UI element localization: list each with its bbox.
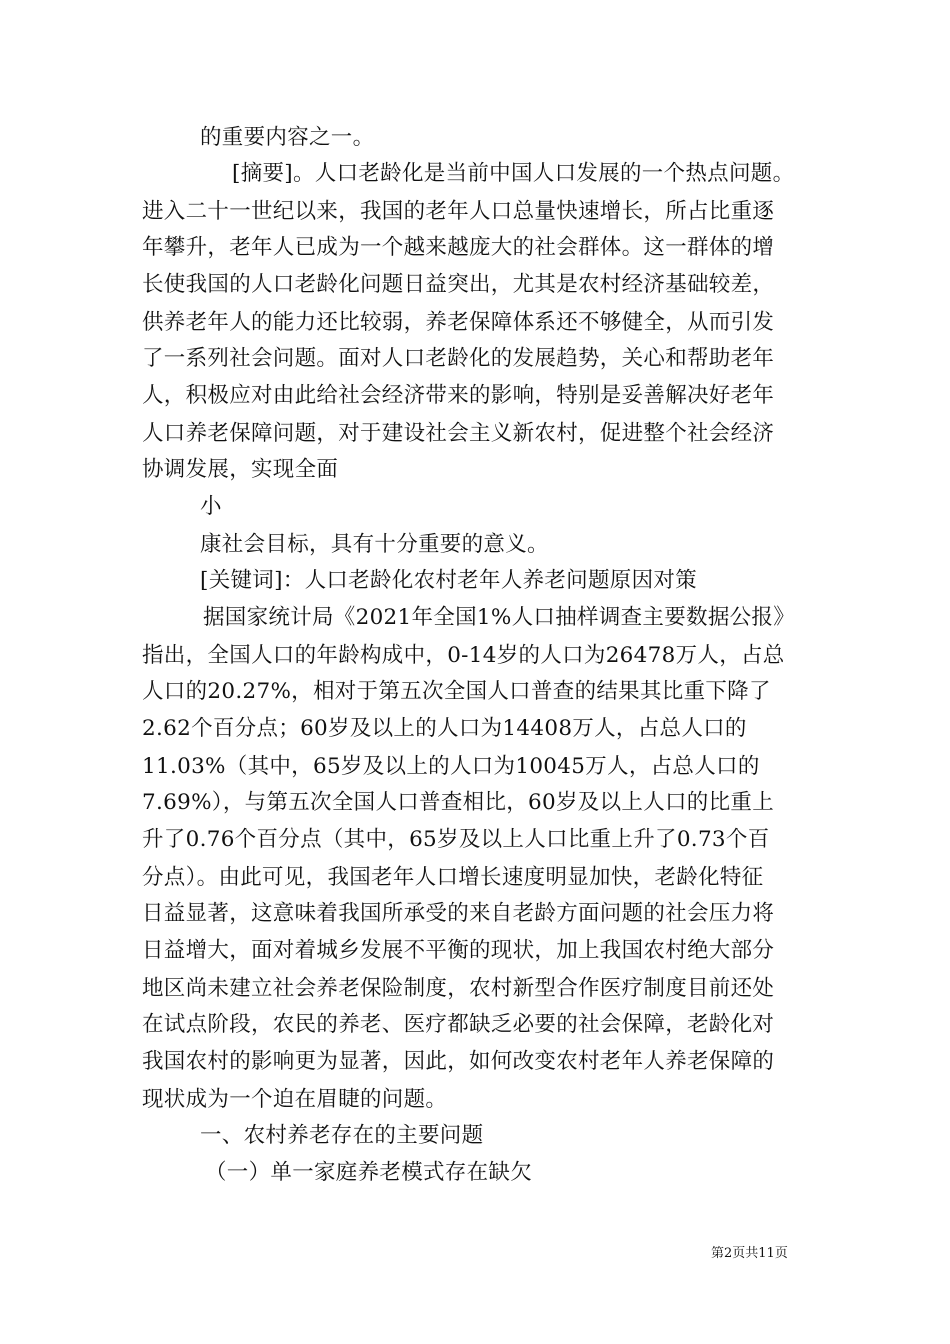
paragraph-line-16: 人口的20.27%，相对于第五次全国人口普查的结果其比重下降了 [142, 679, 771, 704]
paragraph-line-18: 11.03%（其中，65岁及以上的人口为10045万人，占总人口的 [142, 754, 760, 779]
paragraph-line-21: 分点）。由此可见，我国老年人口增长速度明显加快，老龄化特征 [142, 865, 764, 890]
page-number: 第2页共11页 [711, 1246, 788, 1261]
paragraph-line-4: 年攀升，老年人已成为一个越来越庞大的社会群体。这一群体的增 [142, 235, 775, 260]
paragraph-line-20: 升了0.76个百分点（其中，65岁及以上人口比重上升了0.73个百 [142, 827, 770, 852]
paragraph-line-11: 小 [200, 494, 222, 519]
paragraph-line-12: 康社会目标，具有十分重要的意义。 [200, 532, 549, 557]
paragraph-line-6: 供养老年人的能力还比较弱，养老保障体系还不够健全，从而引发 [142, 310, 775, 335]
paragraph-line-2: [摘要]。人口老龄化是当前中国人口发展的一个热点问题。 [232, 161, 795, 186]
paragraph-line-27: 现状成为一个迫在眉睫的问题。 [142, 1087, 448, 1112]
paragraph-line-26: 我国农村的影响更为显著，因此，如何改变农村老年人养老保障的 [142, 1049, 775, 1074]
paragraph-line-14: 据国家统计局《2021年全国1%人口抽样调查主要数据公报》 [203, 605, 796, 630]
paragraph-line-19: 7.69%），与第五次全国人口普查相比，60岁及以上人口的比重上 [142, 790, 775, 815]
paragraph-line-9: 人口养老保障问题，对于建设社会主义新农村，促进整个社会经济 [142, 421, 775, 446]
paragraph-line-7: 了一系列社会问题。面对人口老龄化的发展趋势，关心和帮助老年 [142, 346, 775, 371]
paragraph-line-10: 协调发展，实现全面 [142, 457, 339, 482]
paragraph-line-3: 进入二十一世纪以来，我国的老年人口总量快速增长，所占比重逐 [142, 199, 775, 224]
paragraph-line-24: 地区尚未建立社会养老保险制度，农村新型合作医疗制度目前还处 [142, 976, 775, 1001]
section-heading: 一、农村养老存在的主要问题 [200, 1123, 484, 1148]
paragraph-line-23: 日益增大，面对着城乡发展不平衡的现状，加上我国农村绝大部分 [142, 938, 775, 963]
paragraph-line-8: 人，积极应对由此给社会经济带来的影响，特别是妥善解决好老年 [142, 383, 775, 408]
paragraph-line-15: 指出，全国人口的年龄构成中，0-14岁的人口为26478万人，占总 [142, 643, 785, 668]
paragraph-line-1: 的重要内容之一。 [200, 125, 375, 150]
keywords-line: [关键词]：人口老龄化农村老年人养老问题原因对策 [200, 568, 697, 593]
paragraph-line-17: 2.62个百分点；60岁及以上的人口为14408万人，占总人口的 [142, 716, 747, 741]
paragraph-line-5: 长使我国的人口老龄化问题日益突出，尤其是农村经济基础较差， [142, 272, 775, 297]
paragraph-line-25: 在试点阶段，农民的养老、医疗都缺乏必要的社会保障，老龄化对 [142, 1012, 775, 1037]
subsection-heading: （一）单一家庭养老模式存在缺欠 [205, 1160, 533, 1185]
paragraph-line-22: 日益显著，这意味着我国所承受的来自老龄方面问题的社会压力将 [142, 901, 775, 926]
